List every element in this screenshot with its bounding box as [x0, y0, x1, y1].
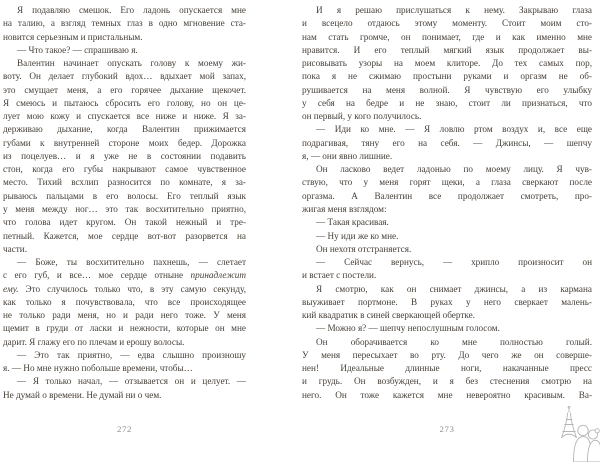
text-line: кий квадратик в синей сверкающей обертке. [302, 309, 592, 322]
text-line: Я смотрю, как он снимает джинсы, а из кармана [302, 283, 592, 296]
text-line: и грудь. Он возбужден, и я без стеснения смотрю на [302, 375, 592, 388]
text-line: рываюсь пальцами в его волосы. Его теплый язык [3, 190, 246, 203]
text-line: воту. Он делает глубокий вдох… вдыхает мой запах, [3, 70, 246, 83]
text-line: — Иди ко мне. — Я ловлю ртом воздух и, все еще [302, 123, 592, 136]
text-line: ему. Это случилось только что, в эту самую секунду, [3, 283, 246, 296]
text-line: новится серьезным и пристальным. [3, 31, 246, 44]
text-line: И я решаю прислушаться к нему. Закрываю глаза [302, 4, 592, 17]
text-line: рушивается на меня волной. Я чувствую его улыбку [302, 84, 592, 97]
text-line: и всецело отдаюсь этому моменту. Стоит моим сто- [302, 17, 592, 30]
text-line: петный. Кажется, мое сердце вот-вот разорвется на [3, 230, 246, 243]
text-line: У меня пересыхает во рту. До чего же он соверше- [302, 349, 592, 362]
text-line: ствую, что у меня горят щеки, а глаза сверкают после [302, 176, 592, 189]
text-line: части. [3, 243, 246, 256]
page-right-text [302, 4, 592, 402]
eiffel-tower-icon [562, 406, 577, 437]
text-line: не только ради меня, но и ради него тоже. У меня [3, 309, 246, 322]
text-line: — Ну иди же ко мне. [302, 230, 592, 243]
text-line: это смущает меня, а его горячее дыхание щекочет. [3, 84, 246, 97]
text-line: нен! Идеальные длинные ноги, накачанные пресс [302, 362, 592, 375]
text-line: — Такая красивая. [302, 216, 592, 229]
text-line: него. Он тоже кажется мне невероятно красивым. Ва- [302, 389, 592, 402]
text-line: рисовывать узоры на моем клиторе. До тех самых пор, [302, 57, 592, 70]
page-number-left: 272 [3, 424, 246, 434]
text-line: что голова идет кругом. Он такой нежный и тре- [3, 216, 246, 229]
text-line: Не думай о времени. Не думай ни о чем. [3, 389, 246, 402]
text-line: щемит в груди от ласки и нежности, которые он мне [3, 322, 246, 335]
text-line: и встает с постели. [302, 269, 592, 282]
couple-icon [574, 425, 600, 462]
eiffel-tower-couple-illustration [556, 404, 600, 462]
page-left-text [3, 4, 246, 402]
text-line: Он оборачивается ко мне полностью голый. [302, 336, 592, 349]
text-line: — Я только начал, — отзывается он и целует. — [3, 375, 246, 388]
text-line: как только я почувствовала, что все происходящее [3, 296, 246, 309]
text-line: выуживает портмоне. В руках у него сверкает малень- [302, 296, 592, 309]
text-line: губами к внутренней стороне моих бедер. Дорожка [3, 137, 246, 150]
text-line: — Боже, ты восхитительно пахнешь, — слетает [3, 256, 246, 269]
text-line: — Сейчас вернусь, — хрипло произносит он [302, 256, 592, 269]
text-line: с его губ, и все… мое сердце отныне принадлежит [3, 269, 246, 282]
text-line: у меня между ног… это так восхитительно приятно, [3, 203, 246, 216]
text-line: нравится. И его теплый мягкий язык продолжает вы- [302, 44, 592, 57]
text-line: из поцелуев… и я уже не в состоянии подавить [3, 150, 246, 163]
text-line: — Что такое? — спрашиваю я. [3, 44, 246, 57]
text-line: подрагивая, тяну его на себя. — Джинсы, — шепчу [302, 137, 592, 150]
text-line: Он нехотя отстраняется. [302, 243, 592, 256]
text-line: Я смеюсь и пытаюсь сбросить его голову, но он це- [3, 97, 246, 110]
text-line: дарит. Я глажу его по плечам и ерошу волосы. [3, 336, 246, 349]
text-line: лует мою кожу и спускается все ниже и ниже. Я за- [3, 110, 246, 123]
text-line: Валентин начинает опускать голову к моему жи- [3, 57, 246, 70]
text-line: жигая меня взглядом: [302, 203, 592, 216]
text-line: у себя на бедре и не знаю, стоит ли признаться, что [302, 97, 592, 110]
text-line: стон, когда его губы накрывают самое чувственное [3, 163, 246, 176]
text-line: Я подавляю смешок. Его ладонь опускается мне [3, 4, 246, 17]
text-line: пока я не сжимаю простыни руками и оргазм не об- [302, 70, 592, 83]
text-line: он первый, у кого получилось. [302, 110, 592, 123]
page-number-right: 273 [302, 424, 592, 434]
text-line: нам стать громче, он понимает, где и как именно мне [302, 31, 592, 44]
text-line: Он ласково ведет ладонью по моему лицу. Я чув- [302, 163, 592, 176]
text-line: я. — Но мне нужно побольше времени, чтобы… [3, 362, 246, 375]
text-line: держиваю дыхание, когда Валентин прижимается [3, 123, 246, 136]
text-line: место. Тихий всхлип разносится по комнате, я за- [3, 176, 246, 189]
text-line: оргазма. А Валентин все продолжает смотреть, про- [302, 190, 592, 203]
text-line: — Можно я? — шепчу непослушным голосом. [302, 322, 592, 335]
text-line: на талию, а взгляд темных глаз в одно мгновение ста- [3, 17, 246, 30]
text-line: — Это так приятно, — едва слышно произношу [3, 349, 246, 362]
text-line: я, — они явно лишние. [302, 150, 592, 163]
